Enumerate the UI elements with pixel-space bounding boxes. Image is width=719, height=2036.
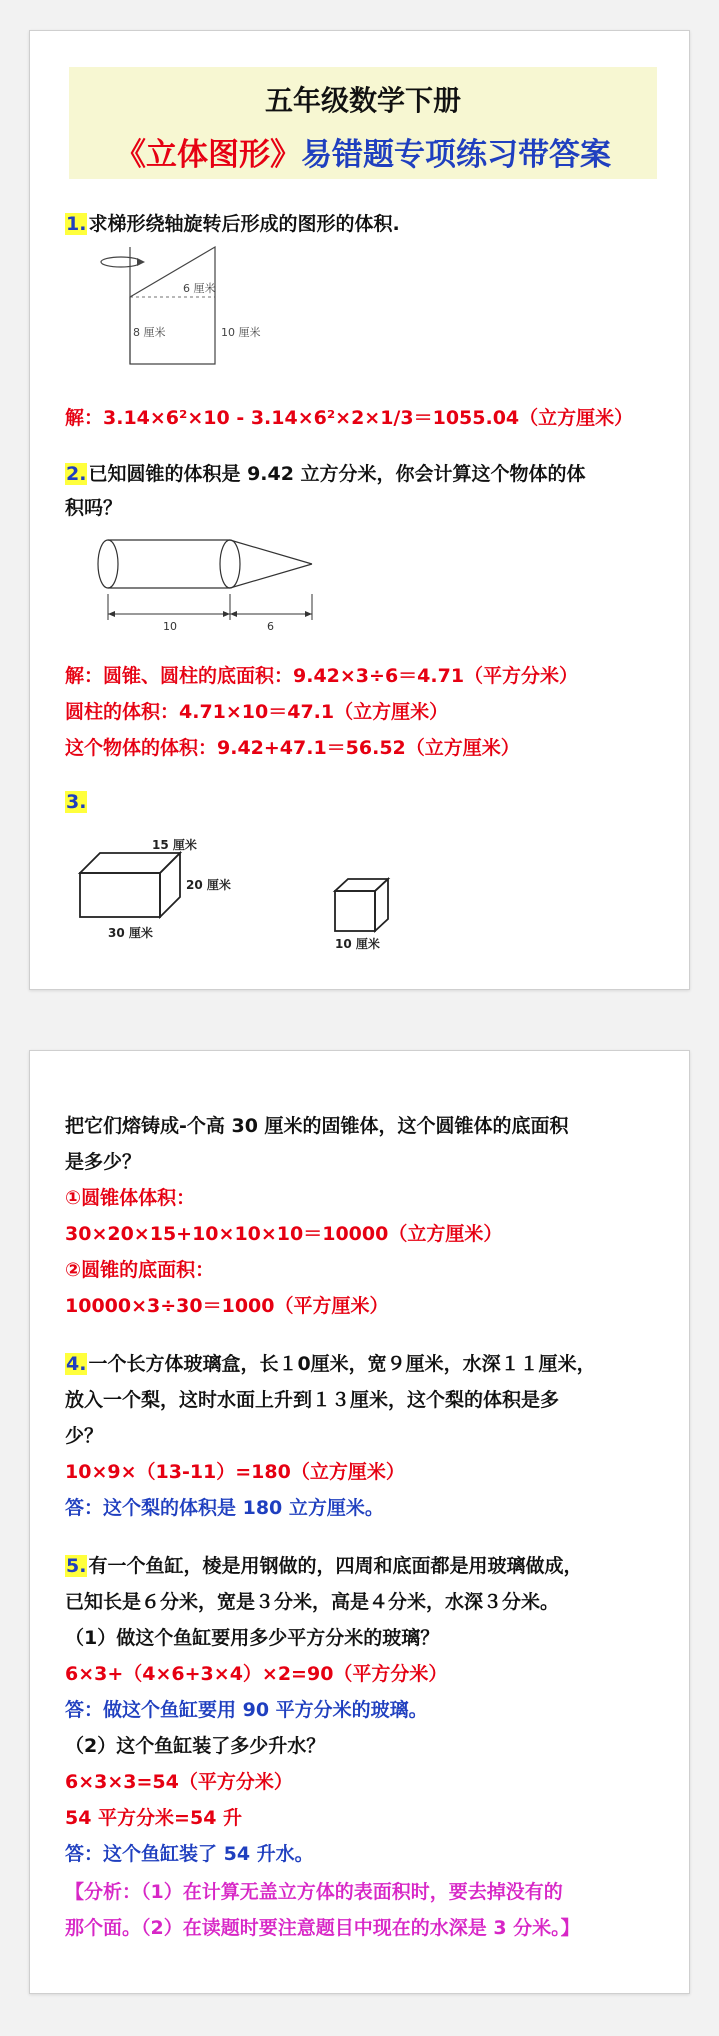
q1-question: [65, 209, 400, 236]
q4-number: 4.: [66, 1353, 87, 1375]
dim-arrow-icon: [223, 611, 230, 617]
title-line-1: 五年级数学下册: [264, 84, 461, 117]
cone-top-edge: [230, 540, 312, 564]
q5-number: 5.: [66, 1555, 87, 1577]
q1-label-left: 8 厘米: [133, 326, 166, 339]
q3-length-label: 15 厘米: [152, 838, 197, 852]
q2-answer-line-2: 圆柱的体积：4.71×10＝47.1（立方厘米）: [65, 701, 449, 723]
q5-calculation-2b: 54 平方分米=54 升: [65, 1807, 243, 1829]
q5-analysis-line-2: 那个面。（2）在读题时要注意题目中现在的水深是 3 分米。】: [65, 1917, 580, 1939]
cylinder-left-face: [98, 540, 118, 588]
cuboid-front-face: [80, 873, 160, 917]
q3-answer-line-1: ①圆锥体体积：: [65, 1187, 196, 1209]
q5-subquestion-1: （1）做这个鱼缸要用多少平方分米的玻璃？: [65, 1627, 440, 1649]
dim-arrow-icon: [230, 611, 237, 617]
q4-question-line-3: 少？: [65, 1425, 104, 1447]
q5-subquestion-2: （2）这个鱼缸装了多少升水？: [65, 1735, 326, 1757]
q5-analysis-line-1: 【分析：（1）在计算无盖立方体的表面积时，要去掉没有的: [65, 1881, 563, 1903]
q5-answer-1: 答：做这个鱼缸要用 90 平方分米的玻璃。: [65, 1699, 428, 1721]
q2-label-cone: 6: [267, 620, 274, 633]
q3-cube-label: 10 厘米: [335, 937, 380, 951]
cube-front-face: [335, 891, 375, 931]
q5-calculation-2a: 6×3×3=54（平方分米）: [65, 1771, 293, 1793]
q5-question-line-1: [65, 1551, 582, 1578]
arrowhead-icon: [137, 258, 145, 266]
q2-answer-line-1: 解：圆锥、圆柱的底面积：9.42×3÷6＝4.71（平方分米）: [65, 665, 579, 687]
q3-answer-line-3: ②圆锥的底面积：: [65, 1259, 215, 1281]
dim-arrow-icon: [305, 611, 312, 617]
q4-question-line-2: 放入一个梨，这时水面上升到１３厘米，这个梨的体积是多: [65, 1389, 560, 1411]
q3-question-line-1: 把它们熔铸成-个高 30 厘米的固锥体，这个圆锥体的底面积: [65, 1115, 569, 1137]
q5-text-1: 有一个鱼缸，棱是用钢做的，四周和底面都是用玻璃做成，: [88, 1555, 583, 1577]
title-line-2: [69, 129, 657, 174]
q3-width-label: 30 厘米: [108, 926, 153, 940]
q1-answer: 解：3.14×6²×10 - 3.14×6²×2×1/3＝1055.04（立方厘米）: [65, 407, 634, 429]
cone-bottom-edge: [230, 564, 312, 588]
q4-text-1: 一个长方体玻璃盒，长１0厘米，宽９厘米，水深１１厘米，: [88, 1353, 596, 1375]
cuboid-top-face: [80, 853, 180, 873]
q5-answer-2: 答：这个鱼缸装了 54 升水。: [65, 1843, 314, 1865]
q2-label-cylinder: 10: [163, 620, 177, 633]
q4-answer: 答：这个梨的体积是 180 立方厘米。: [65, 1497, 384, 1519]
cuboid-side-face: [160, 853, 180, 917]
q3-question-line-2: 是多少？: [65, 1151, 142, 1173]
cube-top-face: [335, 879, 388, 891]
q2-number: 2.: [66, 463, 87, 485]
rotation-arrow-icon: [101, 257, 141, 267]
q1-label-right: 10 厘米: [221, 326, 261, 339]
q2-text-1: 已知圆锥的体积是 9.42 立方分米，你会计算这个物体的体: [88, 463, 586, 485]
q1-label-top: 6 厘米: [183, 282, 216, 295]
worksheet-page-2: [29, 1050, 690, 1994]
q4-calculation: 10×9×（13-11）=180（立方厘米）: [65, 1461, 405, 1483]
worksheet-page-1: [29, 30, 690, 990]
q2-answer-line-3: 这个物体的体积：9.42+47.1＝56.52（立方厘米）: [65, 737, 520, 759]
q2-cylinder-cone-figure: [75, 526, 315, 636]
q5-question-line-2: 已知长是６分米，宽是３分米，高是４分米，水深３分米。: [65, 1591, 560, 1613]
title-banner: [69, 67, 657, 179]
dim-arrow-icon: [108, 611, 115, 617]
q2-question-line-1: [65, 459, 586, 486]
title-topic: 《立体图形》: [115, 137, 301, 173]
q2-question-line-2: 积吗？: [65, 497, 123, 519]
cube-side-face: [375, 879, 388, 931]
q1-number: 1.: [66, 213, 87, 235]
q5-calculation-1: 6×3+（4×6+3×4）×2=90（平方分米）: [65, 1663, 448, 1685]
q1-text: 求梯形绕轴旋转后形成的图形的体积.: [88, 213, 400, 235]
q3-cuboid-figure: [70, 838, 380, 951]
q4-question-line-1: [65, 1349, 596, 1376]
q3-number: 3.: [66, 791, 87, 813]
title-subtitle: 易错题专项练习带答案: [301, 137, 611, 173]
q3-height-label: 20 厘米: [186, 878, 231, 892]
q1-trapezoid-figure: [85, 244, 261, 374]
trapezoid-shape: [130, 247, 215, 364]
q3-number-line: [65, 791, 88, 813]
q3-answer-line-2: 30×20×15+10×10×10＝10000（立方厘米）: [65, 1223, 503, 1245]
q3-answer-line-4: 10000×3÷30＝1000（平方厘米）: [65, 1295, 389, 1317]
cylinder-right-face: [220, 540, 240, 588]
